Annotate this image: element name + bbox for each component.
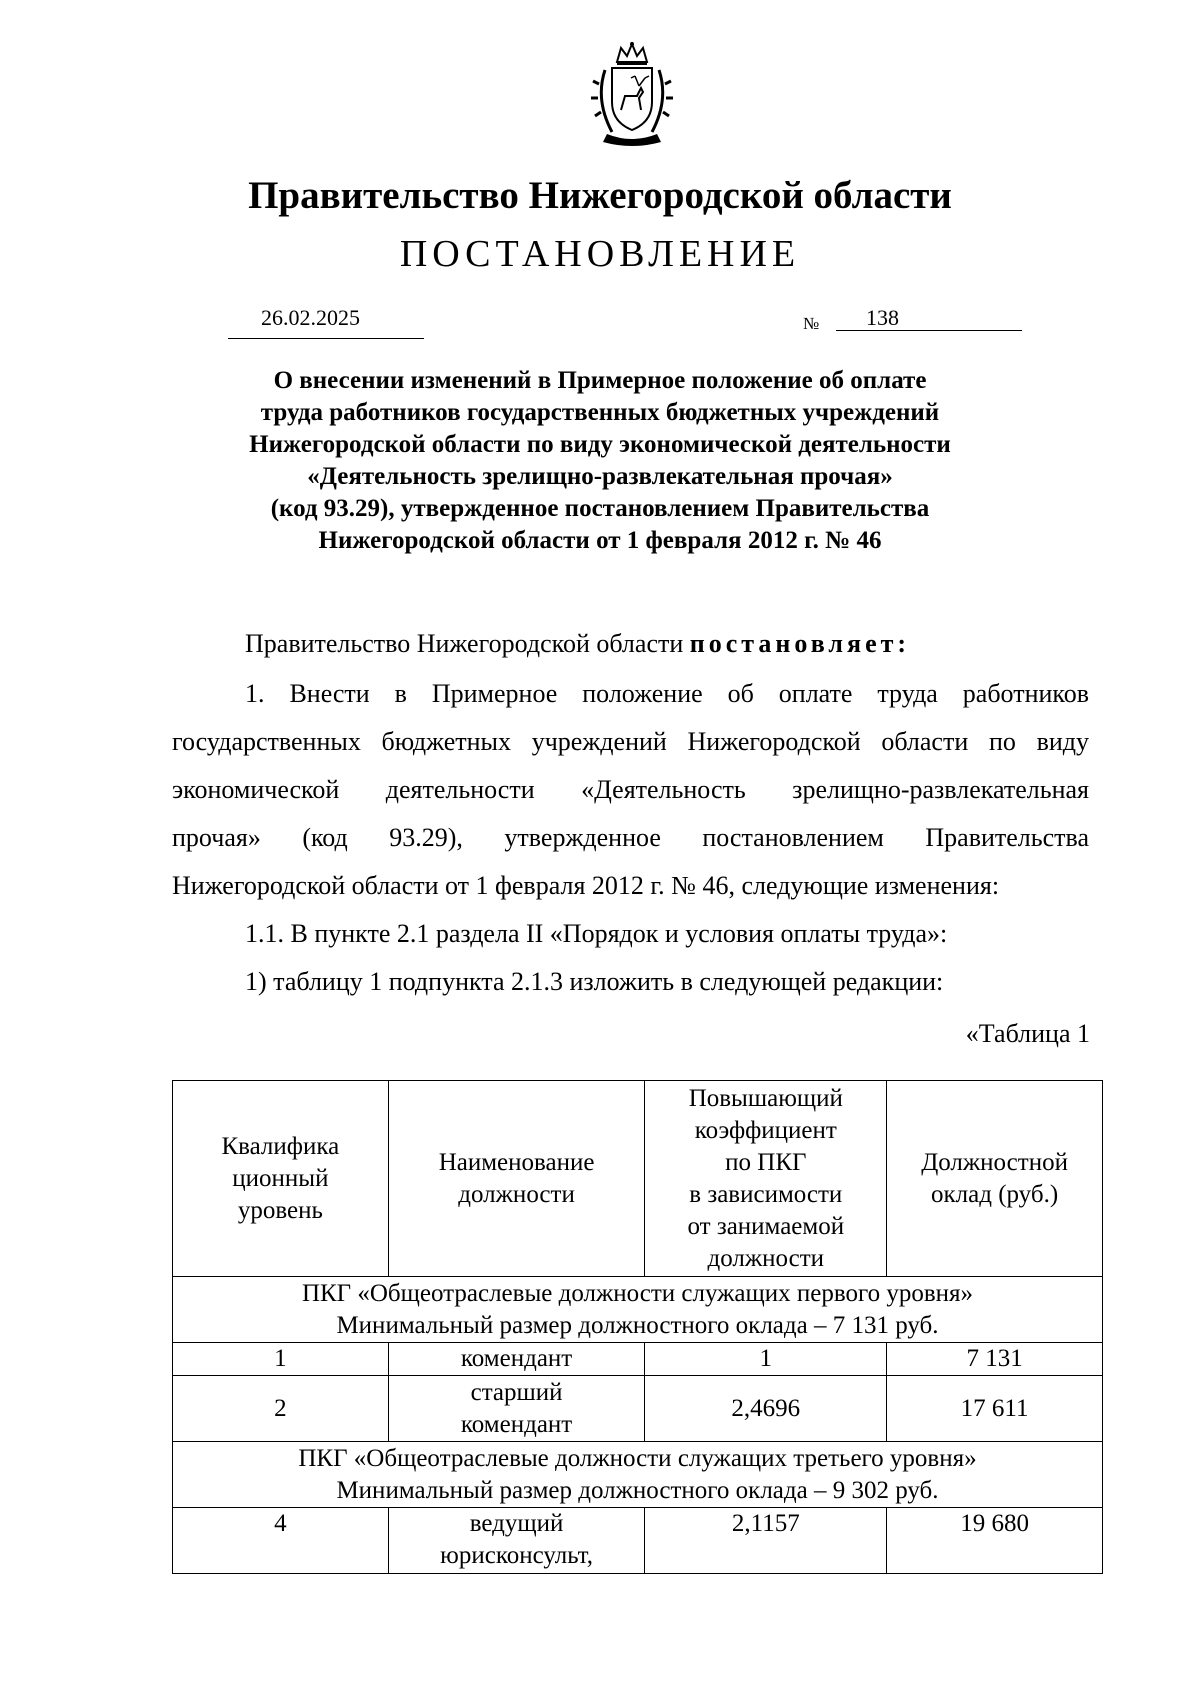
cell-coefficient: 1 (645, 1343, 887, 1376)
table-row (173, 1376, 1103, 1442)
paragraph-line: прочая» (код 93.29), утвержденное постановлением Правительства (172, 823, 1089, 852)
cell-coefficient: 2,4696 (645, 1376, 887, 1442)
cell-salary: 17 611 (887, 1376, 1103, 1442)
date-underline (228, 338, 424, 339)
number-underline (836, 330, 1022, 331)
group-title: ПКГ «Общеотраслевые должности служащих третьего уровня» Минимальный размер должностного оклада – 9 302 руб. (173, 1442, 1103, 1508)
paragraph-line: 1. Внести в Примерное положение об оплате труда работников (245, 679, 1089, 708)
subject-line: «Деятельность зрелищно-развлекательная прочая» (307, 463, 893, 490)
document-number: 138 (866, 305, 899, 330)
cell-position: комендант (388, 1343, 645, 1376)
table-caption: «Таблица 1 (965, 1019, 1090, 1048)
cell-salary: 7 131 (887, 1343, 1103, 1376)
cell-coefficient: 2,1157 (645, 1508, 887, 1574)
header-position: Наименование должности (388, 1081, 645, 1277)
cell-level: 1 (173, 1343, 389, 1376)
subject-line: Нижегородской области по виду экономической деятельности (249, 431, 951, 458)
header-level: Квалифика ционный уровень (173, 1081, 389, 1277)
paragraph-1-2: 1) таблицу 1 подпункта 2.1.3 изложить в следующей редакции: (245, 967, 944, 996)
subject-line: Нижегородской области от 1 февраля 2012 г. № 46 (318, 527, 882, 554)
table-row (173, 1508, 1103, 1574)
paragraph-line: государственных бюджетных учреждений Нижегородской области по виду (172, 727, 1089, 756)
subject-line: труда работников государственных бюджетных учреждений (260, 399, 940, 426)
intro-text: Правительство Нижегородской области (245, 629, 690, 658)
salary-table (172, 1080, 1103, 1574)
group-title: ПКГ «Общеотраслевые должности служащих первого уровня» Минимальный размер должностного оклада – 7 131 руб. (173, 1277, 1103, 1343)
subject-line: О внесении изменений в Примерное положение об оплате (273, 367, 927, 394)
coat-of-arms-icon (577, 40, 687, 150)
paragraph-1 (172, 670, 1089, 910)
intro-paragraph (245, 620, 910, 668)
paragraph-1-1: 1.1. В пункте 2.1 раздела II «Порядок и условия оплаты труда»: (245, 919, 948, 948)
header-coefficient: Повышающий коэффициент по ПКГ в зависимости от занимаемой должности (645, 1081, 887, 1277)
cell-position: ведущий юрисконсульт, (388, 1508, 645, 1574)
document-date: 26.02.2025 (261, 305, 360, 330)
cell-salary: 19 680 (887, 1508, 1103, 1574)
paragraph-line: экономической деятельности «Деятельность зрелищно-развлекательная (172, 775, 1089, 804)
document-subject (150, 365, 1050, 557)
group-row (173, 1442, 1103, 1508)
document-type: ПОСТАНОВЛЕНИЕ (399, 233, 801, 275)
cell-level: 2 (173, 1376, 389, 1442)
number-label: № (803, 314, 820, 333)
cell-position: старший комендант (388, 1376, 645, 1442)
group-row (173, 1277, 1103, 1343)
table-header-row (173, 1081, 1103, 1277)
decree-word: постановляет: (689, 629, 911, 658)
table-row (173, 1343, 1103, 1376)
government-title: Правительство Нижегородской области (248, 174, 952, 217)
header-salary: Должностной оклад (руб.) (887, 1081, 1103, 1277)
cell-level: 4 (173, 1508, 389, 1574)
subject-line: (код 93.29), утвержденное постановлением Правительства (270, 495, 930, 522)
paragraph-line: Нижегородской области от 1 февраля 2012 г. № 46, следующие изменения: (172, 871, 1000, 900)
